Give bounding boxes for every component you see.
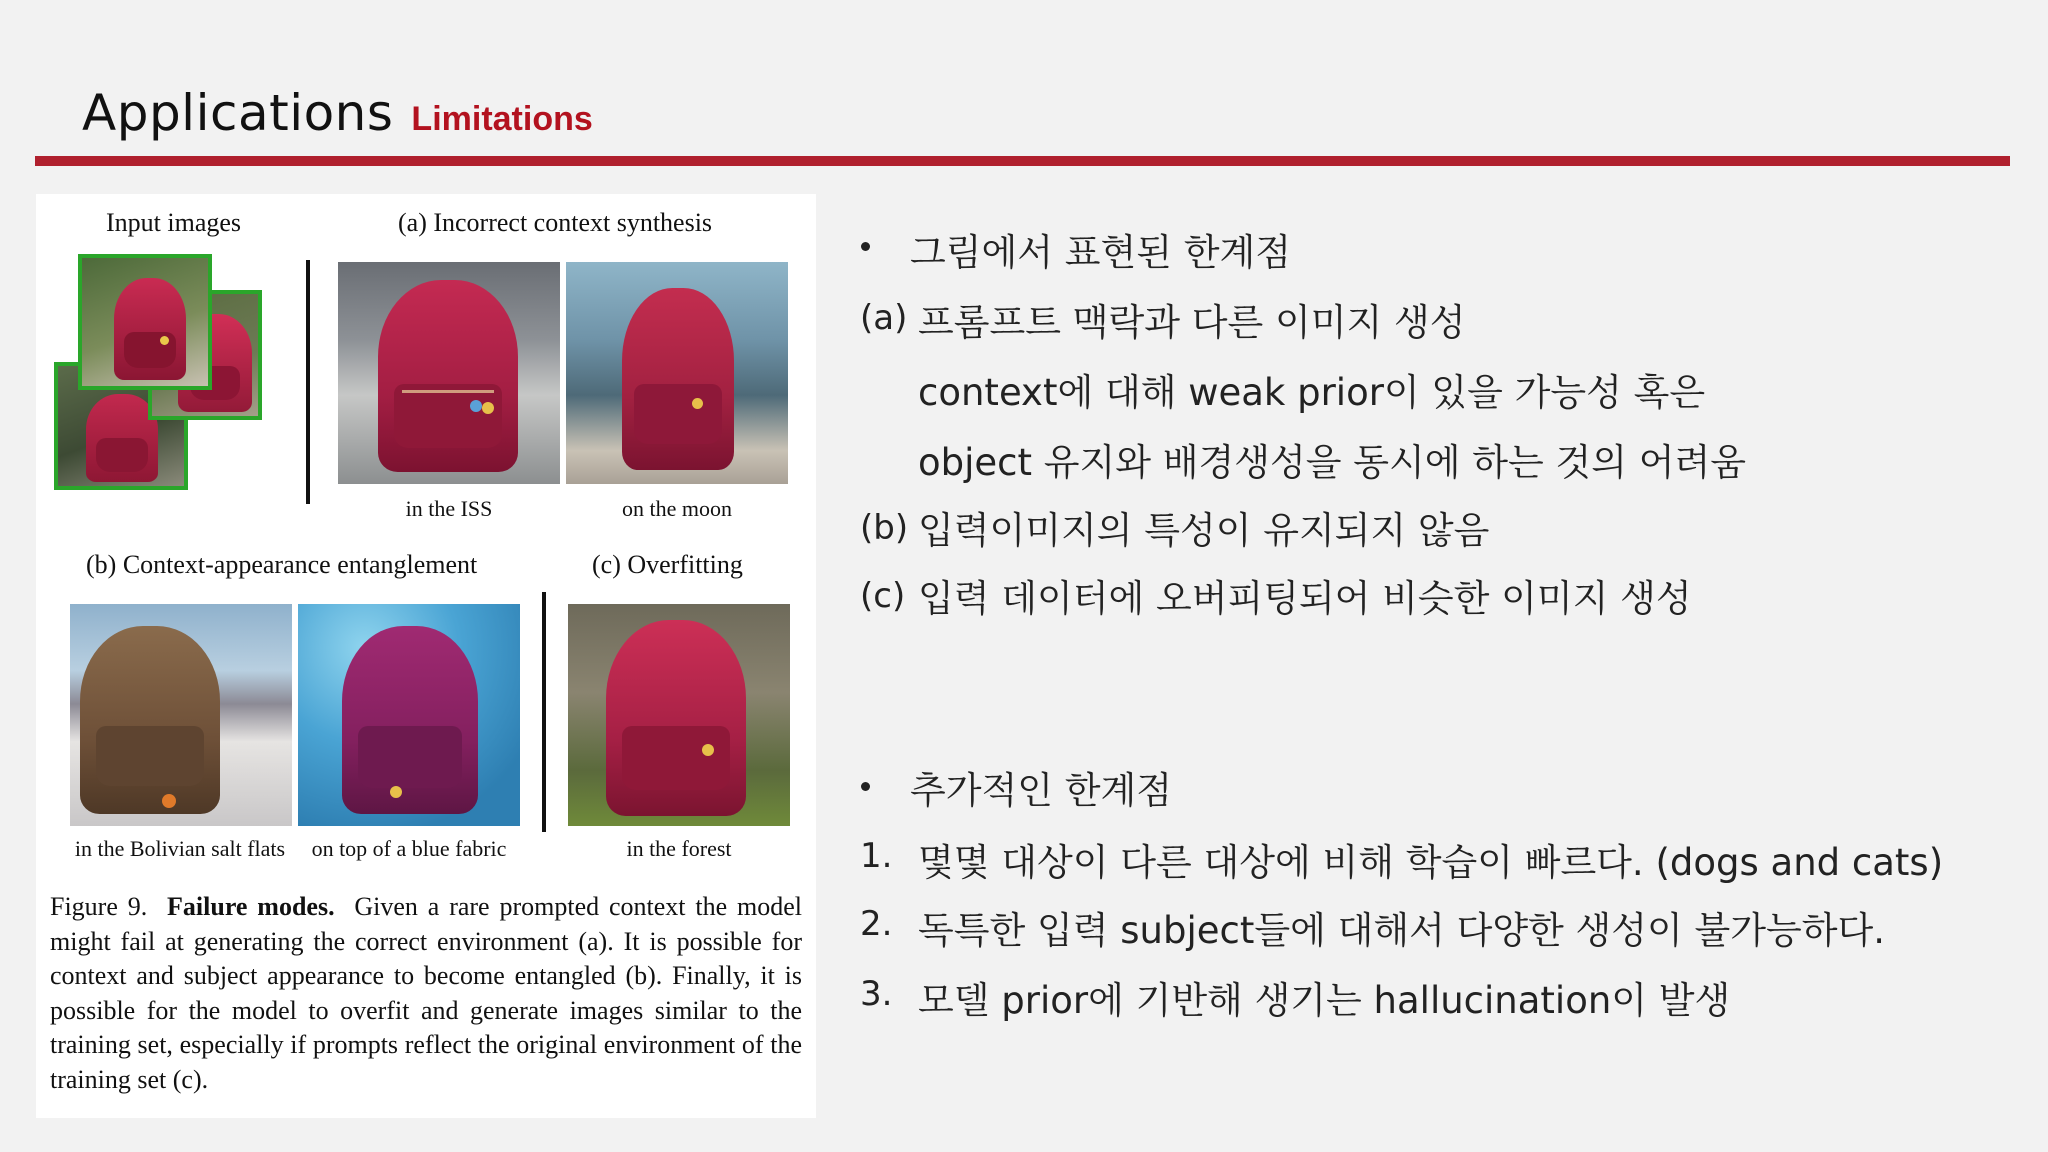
panel-b-title: (b) Context-appearance entanglement bbox=[86, 550, 478, 579]
slide-title: Applications bbox=[82, 84, 394, 142]
divider-line bbox=[542, 592, 546, 832]
caption-blue-fabric: on top of a blue fabric bbox=[311, 836, 507, 861]
section1-item: 입력이미지의 특성이 유지되지 않음 bbox=[918, 509, 1490, 552]
bullet-dot bbox=[861, 782, 870, 791]
item-marker: 1. bbox=[860, 836, 893, 876]
panel-c-title: (c) Overfitting bbox=[592, 550, 743, 579]
section1-item: 프롬프트 맥락과 다른 이미지 생성 bbox=[918, 301, 1466, 344]
figure-caption-body: Given a rare prompted context the model might fail at generating the correct environment (a). It is possible for context and subject appearance to become entangled (b). Finally, it is possible for the model to overfit and generate images similar to the training set, especially if prompts reflect the original environment of the training set (c). bbox=[50, 892, 803, 1094]
image-in-the-iss bbox=[338, 262, 560, 484]
caption-on-the-moon: on the moon bbox=[622, 496, 732, 521]
section1-heading: 그림에서 표현된 한계점 bbox=[910, 231, 1291, 274]
image-on-the-moon bbox=[566, 262, 788, 484]
item-marker: (b) bbox=[860, 508, 909, 548]
title-divider bbox=[35, 156, 2010, 166]
figure-caption-title: Failure modes. bbox=[167, 892, 335, 921]
section1-item: context에 대해 weak prior이 있을 가능성 혹은 bbox=[918, 371, 1706, 414]
caption-in-the-forest: in the forest bbox=[626, 836, 732, 861]
section2-item: 모델 prior에 기반해 생기는 hallucination이 발생 bbox=[918, 979, 1731, 1022]
input-images-label: Input images bbox=[106, 208, 242, 237]
section2-item: 독특한 입력 subject들에 대해서 다양한 생성이 불가능하다. bbox=[918, 909, 1886, 952]
item-marker: (a) bbox=[860, 298, 908, 338]
section2-item: 몇몇 대상이 다른 대상에 비해 학습이 빠르다. (dogs and cats) bbox=[918, 841, 1944, 884]
item-marker: (c) bbox=[860, 576, 906, 616]
paper-figure bbox=[36, 194, 816, 1118]
caption-bolivian-salt-flats: in the Bolivian salt flats bbox=[74, 836, 286, 861]
input-image-1 bbox=[78, 254, 212, 390]
image-in-the-forest bbox=[568, 604, 790, 826]
image-blue-fabric bbox=[298, 604, 520, 826]
divider-line bbox=[306, 260, 310, 504]
section2-heading: 추가적인 한계점 bbox=[910, 769, 1172, 812]
section1-item: 입력 데이터에 오버피팅되어 비슷한 이미지 생성 bbox=[918, 577, 1692, 620]
item-marker: 2. bbox=[860, 904, 893, 944]
figure-number: Figure 9. bbox=[50, 892, 148, 921]
slide-title-group bbox=[82, 84, 593, 142]
bullet-dot bbox=[861, 242, 870, 251]
section1-item: object 유지와 배경생성을 동시에 하는 것의 어려움 bbox=[918, 441, 1746, 484]
caption-in-the-iss: in the ISS bbox=[405, 496, 493, 521]
panel-a-title: (a) Incorrect context synthesis bbox=[398, 208, 713, 237]
image-bolivian-salt-flats bbox=[70, 604, 292, 826]
item-marker: 3. bbox=[860, 974, 893, 1014]
slide-subtitle: Limitations bbox=[411, 100, 593, 138]
figure-caption bbox=[50, 890, 802, 1097]
